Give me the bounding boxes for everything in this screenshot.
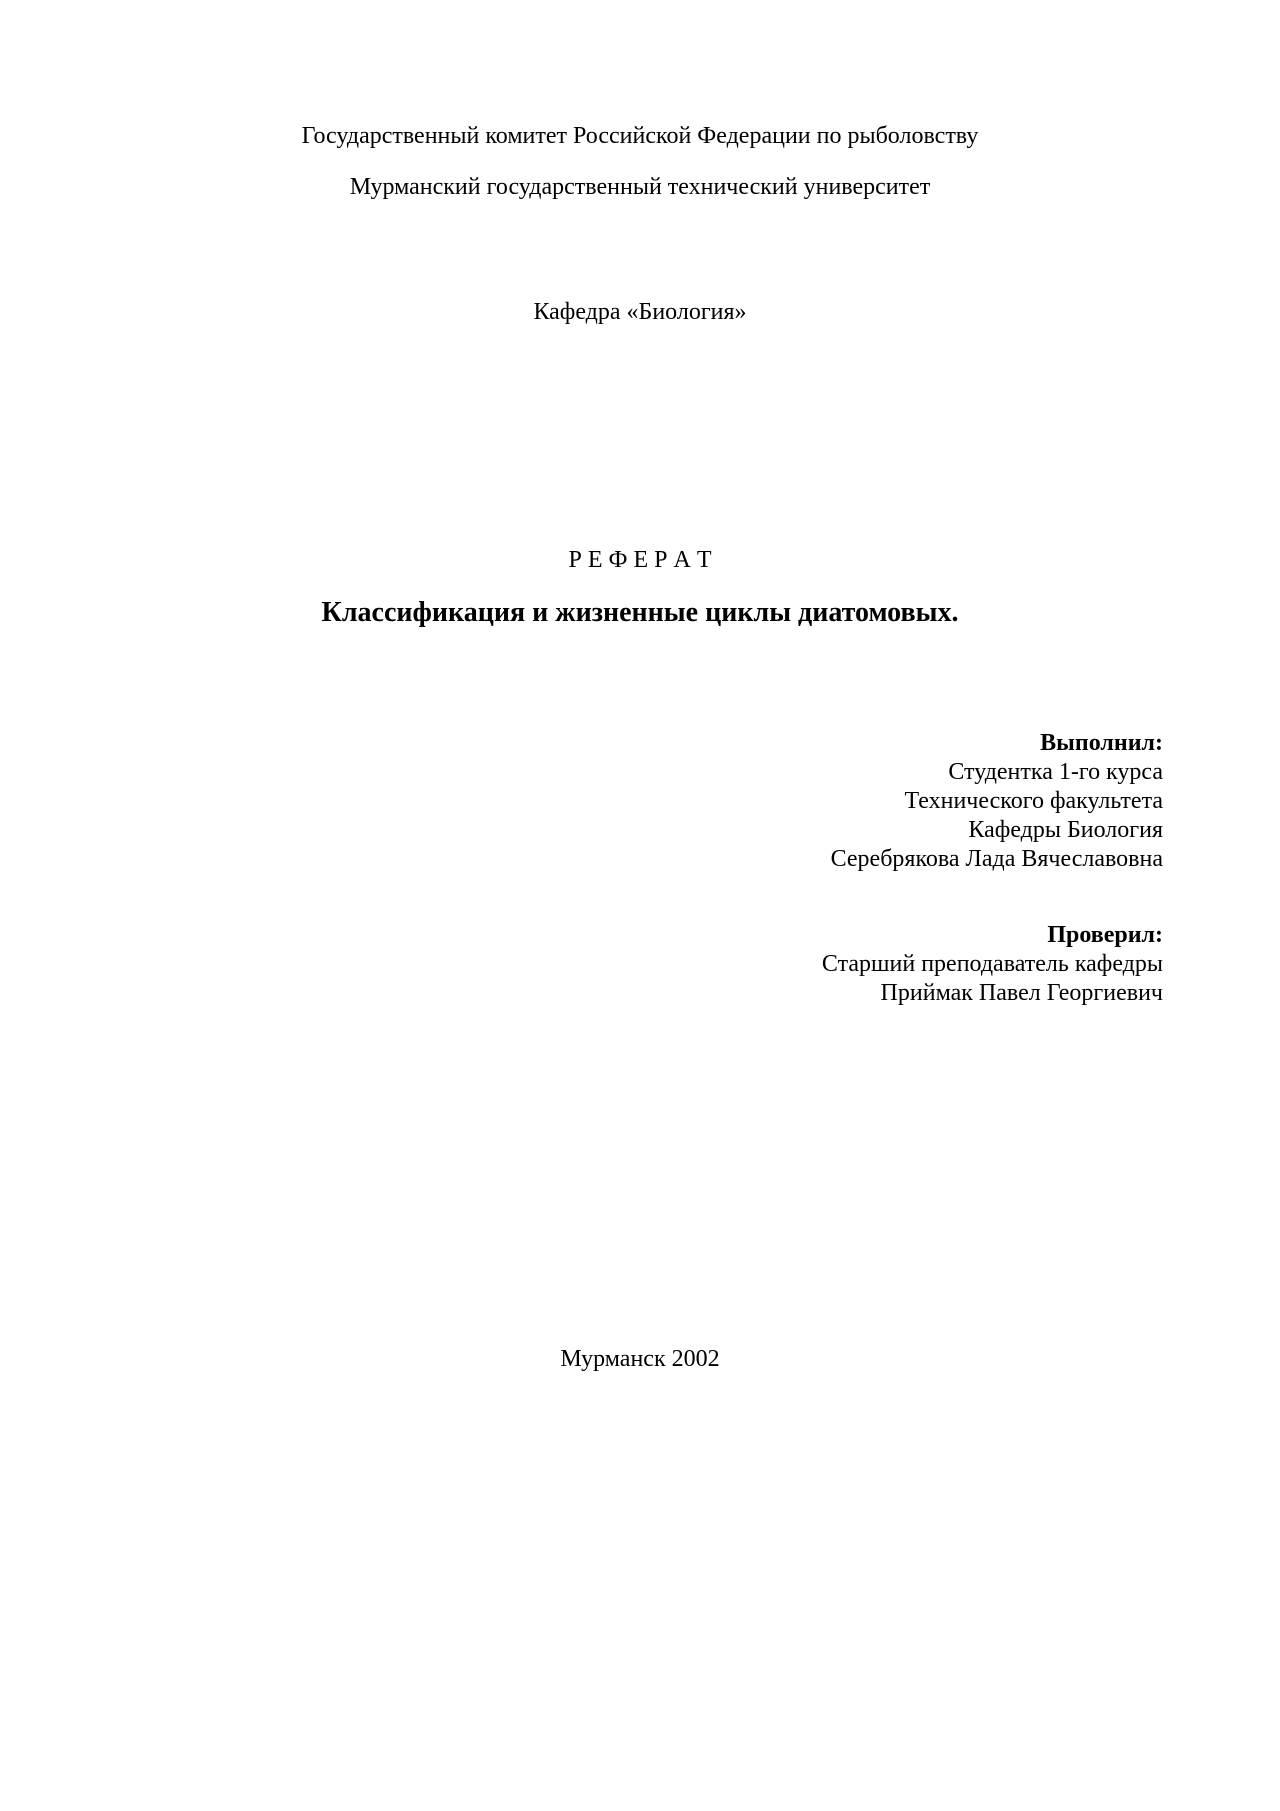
reviewer-line: Старший преподаватель кафедры [821, 951, 1163, 977]
author-label: Выполнил: [1040, 730, 1163, 756]
author-line: Кафедры Биология [968, 817, 1163, 843]
author-line: Технического факультета [904, 788, 1163, 814]
author-name: Серебрякова Лада Вячеславовна [830, 846, 1163, 872]
city-year: Мурманск 2002 [560, 1346, 720, 1372]
author-line: Студентка 1-го курса [948, 759, 1163, 785]
reviewer-label: Проверил: [1047, 922, 1163, 948]
reviewer-name: Приймак Павел Георгиевич [880, 980, 1163, 1006]
document-title: Классификация и жизненные циклы диатомовых. [321, 597, 959, 628]
university-heading: Мурманский государственный технический университет [349, 174, 931, 200]
department-heading: Кафедра «Биология» [533, 299, 747, 325]
document-type: Р Е Ф Е Р А Т [568, 547, 712, 573]
committee-heading: Государственный комитет Российской Федерации по рыболовству [301, 123, 979, 149]
